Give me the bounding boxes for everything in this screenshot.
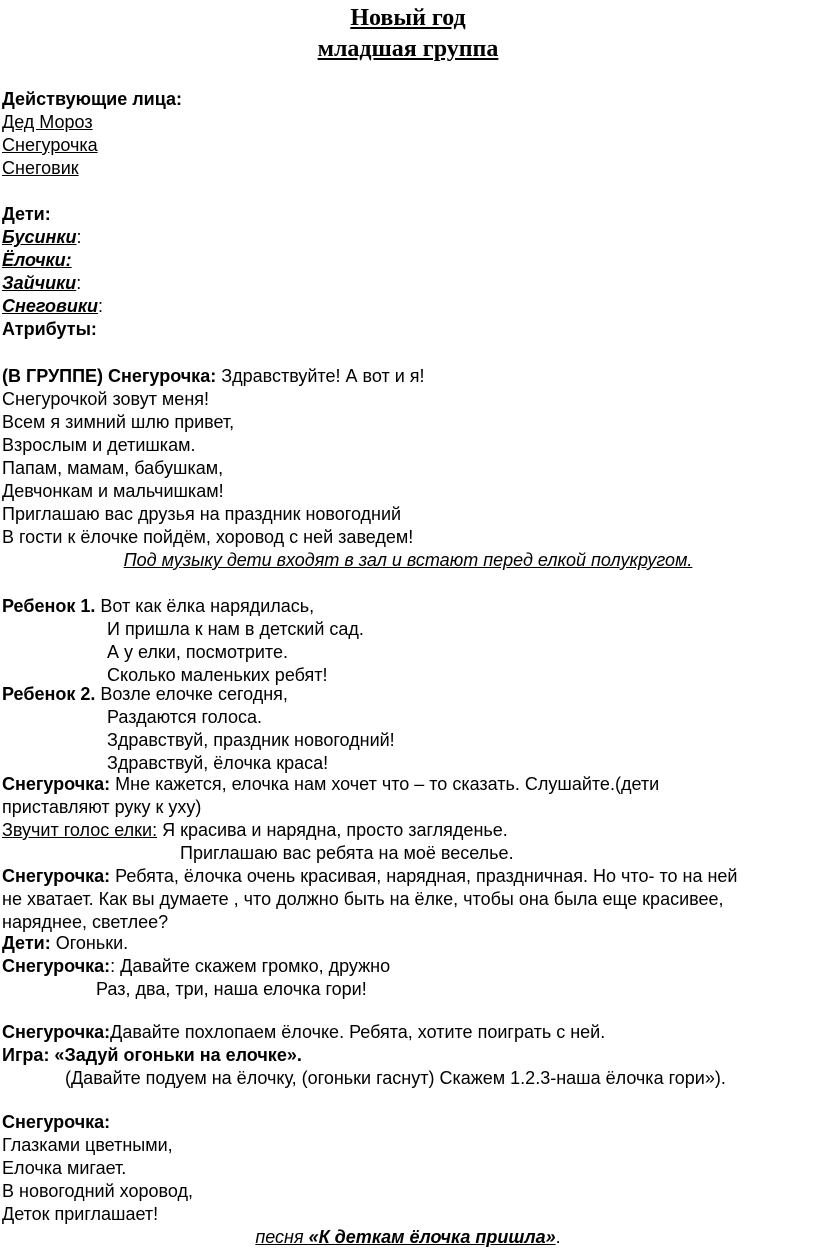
game-label: Игра: «Задуй огоньки на елочке». — [2, 1045, 302, 1065]
verse-line: Приглашаю вас друзья на праздник новогодний — [2, 504, 402, 524]
child1-first-line — [2, 595, 314, 618]
speaker-label: Ребенок 1. — [2, 596, 96, 616]
kids-line — [2, 932, 128, 955]
child-group-name: Бусинки — [2, 227, 77, 247]
speech-text: Огоньки. — [50, 933, 129, 953]
verse-line: Раздаются голоса. — [107, 707, 262, 727]
verse-line: В новогодний хоровод, — [2, 1181, 193, 1201]
speech-text: Возле елочке сегодня, — [95, 684, 288, 704]
child2-first-line — [2, 683, 288, 706]
title-block — [0, 3, 816, 65]
child-group — [2, 295, 103, 318]
song-prefix: песня — [255, 1227, 309, 1247]
children-heading: Дети: — [2, 204, 51, 224]
speech-text: : Давайте скажем громко, дружно — [110, 956, 391, 976]
child-group-name: Ёлочки: — [2, 250, 72, 270]
verse-line: Глазками цветными, — [2, 1135, 173, 1155]
speech-text: Давайте похлопаем ёлочке. Ребята, хотите поиграть с ней. — [110, 1022, 606, 1042]
verse-line: Всем я зимний шлю привет, — [2, 412, 235, 432]
game-description: (Давайте подуем на ёлочку, (огоньки гаснут) Скажем 1.2.3-наша ёлочка гори»). — [65, 1068, 726, 1088]
verse-line: И пришла к нам в детский сад. — [107, 619, 364, 639]
verse-line: Здравствуй, праздник новогодний! — [107, 730, 395, 750]
speaker-label: Снегурочка: — [2, 774, 111, 794]
speaker-label: Снегурочка: — [2, 1022, 111, 1042]
child-group — [2, 249, 72, 272]
song-line — [0, 1226, 816, 1249]
dialog-line — [2, 773, 659, 796]
child-group-suffix: : — [98, 296, 104, 316]
dialog-line — [2, 1021, 605, 1044]
cast-item: Снегурочка — [2, 135, 98, 155]
cast-heading: Действующие лица: — [2, 89, 182, 109]
speaker-label: (В ГРУППЕ) Снегурочка: — [2, 366, 217, 386]
title-line-2: младшая группа — [317, 36, 499, 62]
dialog-line: не хватает. Как вы думаете , что должно быть на ёлке, чтобы она была еще красивее, — [2, 889, 724, 909]
verse-line: Елочка мигает. — [2, 1158, 127, 1178]
attributes-heading: Атрибуты: — [2, 319, 97, 339]
speaker-label: Ребенок 2. — [2, 684, 96, 704]
verse-line: Деток приглашает! — [2, 1204, 159, 1224]
tree-voice-line: Приглашаю вас ребята на моё веселье. — [180, 843, 514, 863]
verse-line: А у елки, посмотрите. — [107, 642, 288, 662]
song-end: . — [555, 1227, 561, 1247]
dialog-line: приставляют руку к уху) — [2, 797, 202, 817]
dialog-line — [2, 955, 390, 978]
song-title: «К деткам ёлочка пришла» — [308, 1227, 556, 1247]
speech-text: Здравствуйте! А вот и я! — [216, 366, 425, 386]
verse-line: Снегурочкой зовут меня! — [2, 389, 210, 409]
verse-line: Взрослым и детишкам. — [2, 435, 196, 455]
child-group-suffix: : — [76, 227, 82, 247]
intro-first-line — [2, 365, 425, 388]
dialog-line — [2, 865, 737, 888]
verse-line: Девчонкам и мальчишкам! — [2, 481, 224, 501]
speaker-label: Снегурочка: — [2, 866, 111, 886]
cast-item: Дед Мороз — [2, 112, 93, 132]
cast-item: Снеговик — [2, 158, 79, 178]
finale-speaker: Снегурочка: — [2, 1112, 111, 1132]
speech-text: Ребята, ёлочка очень красивая, нарядная, праздничная. Но что- то на ней — [110, 866, 738, 886]
stage-direction: Под музыку дети входят в зал и встают перед елкой полукругом. — [123, 550, 693, 570]
speaker-label: Дети: — [2, 933, 51, 953]
dialog-line: Раз, два, три, наша елочка гори! — [96, 979, 367, 999]
speech-text: Вот как ёлка нарядилась, — [95, 596, 315, 616]
speaker-label: Звучит голос елки: — [2, 820, 158, 840]
child-group-name: Зайчики — [2, 273, 77, 293]
tree-voice-line — [2, 819, 508, 842]
verse-line: Сколько маленьких ребят! — [107, 665, 328, 685]
verse-line: Здравствуй, ёлочка краса! — [107, 753, 329, 773]
dialog-line: наряднее, светлее? — [2, 912, 169, 932]
child-group — [2, 272, 81, 295]
child-group-name: Снеговики — [2, 296, 99, 316]
verse-line: Папам, мамам, бабушкам, — [2, 458, 224, 478]
child-group-suffix: : — [76, 273, 82, 293]
speech-text: Мне кажется, елочка нам хочет что – то сказать. Слушайте.(дети — [110, 774, 660, 794]
speech-text: Я красива и нарядна, просто загляденье. — [157, 820, 508, 840]
speaker-label: Снегурочка: — [2, 956, 111, 976]
verse-line: В гости к ёлочке пойдём, хоровод с ней заведем! — [2, 527, 414, 547]
title-line-1: Новый год — [350, 5, 466, 31]
child-group — [2, 226, 82, 249]
